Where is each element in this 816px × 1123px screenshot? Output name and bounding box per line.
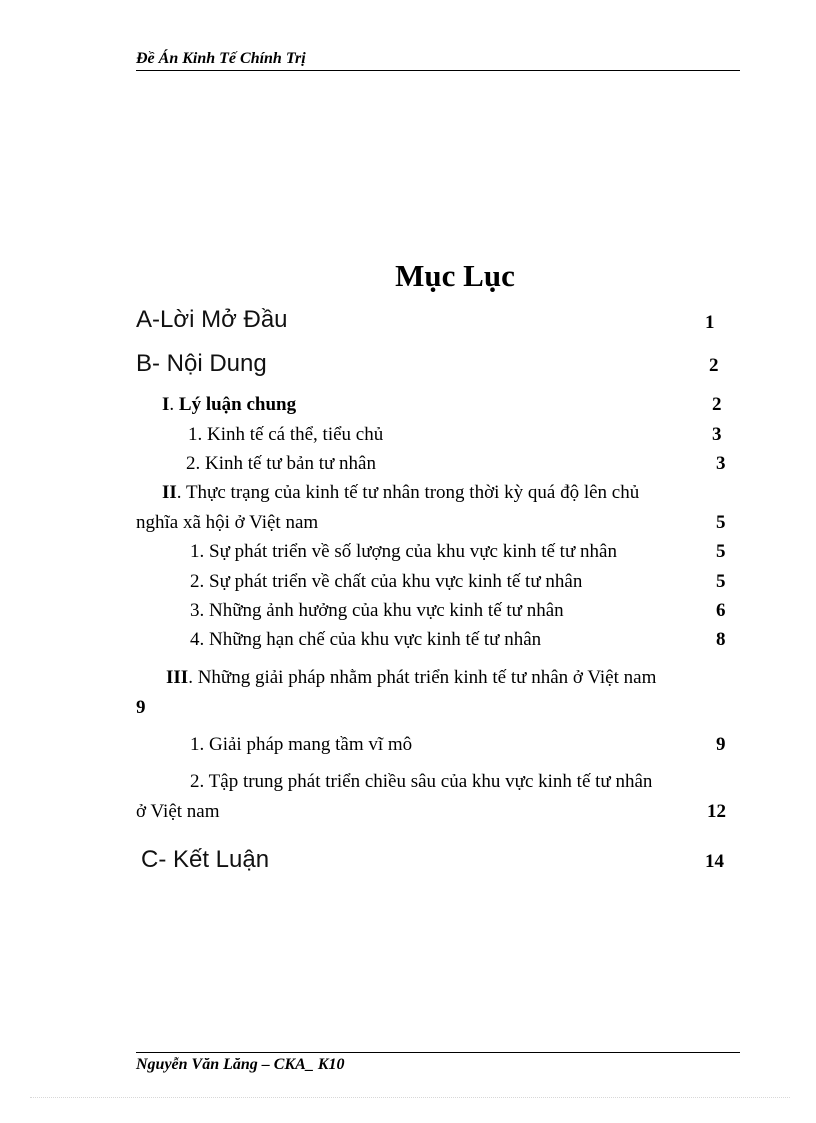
toc-section-3 [166, 667, 656, 689]
toc-entry-c-page: 14 [705, 851, 724, 872]
page-bottom-border [30, 1097, 790, 1098]
toc-section-1: I. Lý luận chung [162, 394, 297, 415]
toc-section-2-item-3: 3. Những ảnh hưởng của khu vực kinh tế tư nhân [190, 600, 564, 621]
toc-section-1-title: Lý luận chung [178, 394, 297, 415]
toc-entry-b-label: B- Nội Dung [136, 350, 267, 377]
toc-title: Mục Lục [395, 258, 515, 293]
toc-section-2-item-4: 4. Những hạn chế của khu vực kinh tế tư nhân [190, 629, 542, 650]
toc-section-2-roman: II [162, 482, 177, 503]
toc-section-1-item-1: 1. Kinh tế cá thể, tiểu chủ [188, 424, 384, 445]
toc-section-2-title-line2: nghĩa xã hội ở Việt nam [136, 512, 319, 533]
toc-section-1-page: 2 [712, 394, 722, 415]
toc-section-3-item-2-line2: ở Việt nam [136, 801, 220, 822]
toc-section-2-page: 5 [716, 512, 726, 533]
toc-section-3-page: 9 [136, 697, 146, 718]
toc-entry-a-label: A-Lời Mở Đầu [136, 306, 288, 333]
footer-divider [136, 1052, 740, 1053]
header-divider [136, 70, 740, 71]
toc-section-3-item-2-page: 12 [707, 801, 726, 822]
toc-section-2-title-line1: . Thực trạng của kinh tế tư nhân trong thời kỳ quá độ lên chủ [176, 482, 640, 503]
toc-section-1-item-2: 2. Kinh tế tư bản tư nhân [186, 453, 376, 474]
toc-section-1-item-2-page: 3 [716, 453, 726, 474]
toc-entry-c-label: C- Kết Luận [141, 846, 270, 873]
toc-entry-a-page: 1 [705, 312, 715, 333]
toc-section-1-roman: I [162, 394, 170, 415]
toc-section-2-item-4-page: 8 [716, 629, 726, 650]
header-title: Đề Án Kinh Tế Chính Trị [136, 50, 306, 67]
toc-section-2-item-2: 2. Sự phát triển về chất của khu vực kinh tế tư nhân [190, 571, 583, 592]
toc-section-2-item-1-page: 5 [716, 541, 726, 562]
toc-section-2-item-2-page: 5 [716, 571, 726, 592]
toc-section-3-item-1-page: 9 [716, 734, 726, 755]
toc-section-3-roman: III [166, 667, 189, 688]
footer-author: Nguyễn Văn Lăng – CKA_ K10 [136, 1056, 345, 1073]
toc-section-2-item-3-page: 6 [716, 600, 726, 621]
toc-section-2 [162, 482, 639, 504]
toc-section-1-item-1-page: 3 [712, 424, 722, 445]
toc-section-3-title: . Những giải pháp nhằm phát triển kinh tế tư nhân ở Việt nam [188, 667, 657, 688]
toc-section-2-item-1: 1. Sự phát triển về số lượng của khu vực kinh tế tư nhân [190, 541, 617, 562]
toc-entry-b-page: 2 [709, 355, 719, 376]
toc-section-3-item-1: 1. Giải pháp mang tầm vĩ mô [190, 734, 413, 755]
toc-section-3-item-2-line1: 2. Tập trung phát triển chiều sâu của khu vực kinh tế tư nhân [190, 771, 653, 792]
